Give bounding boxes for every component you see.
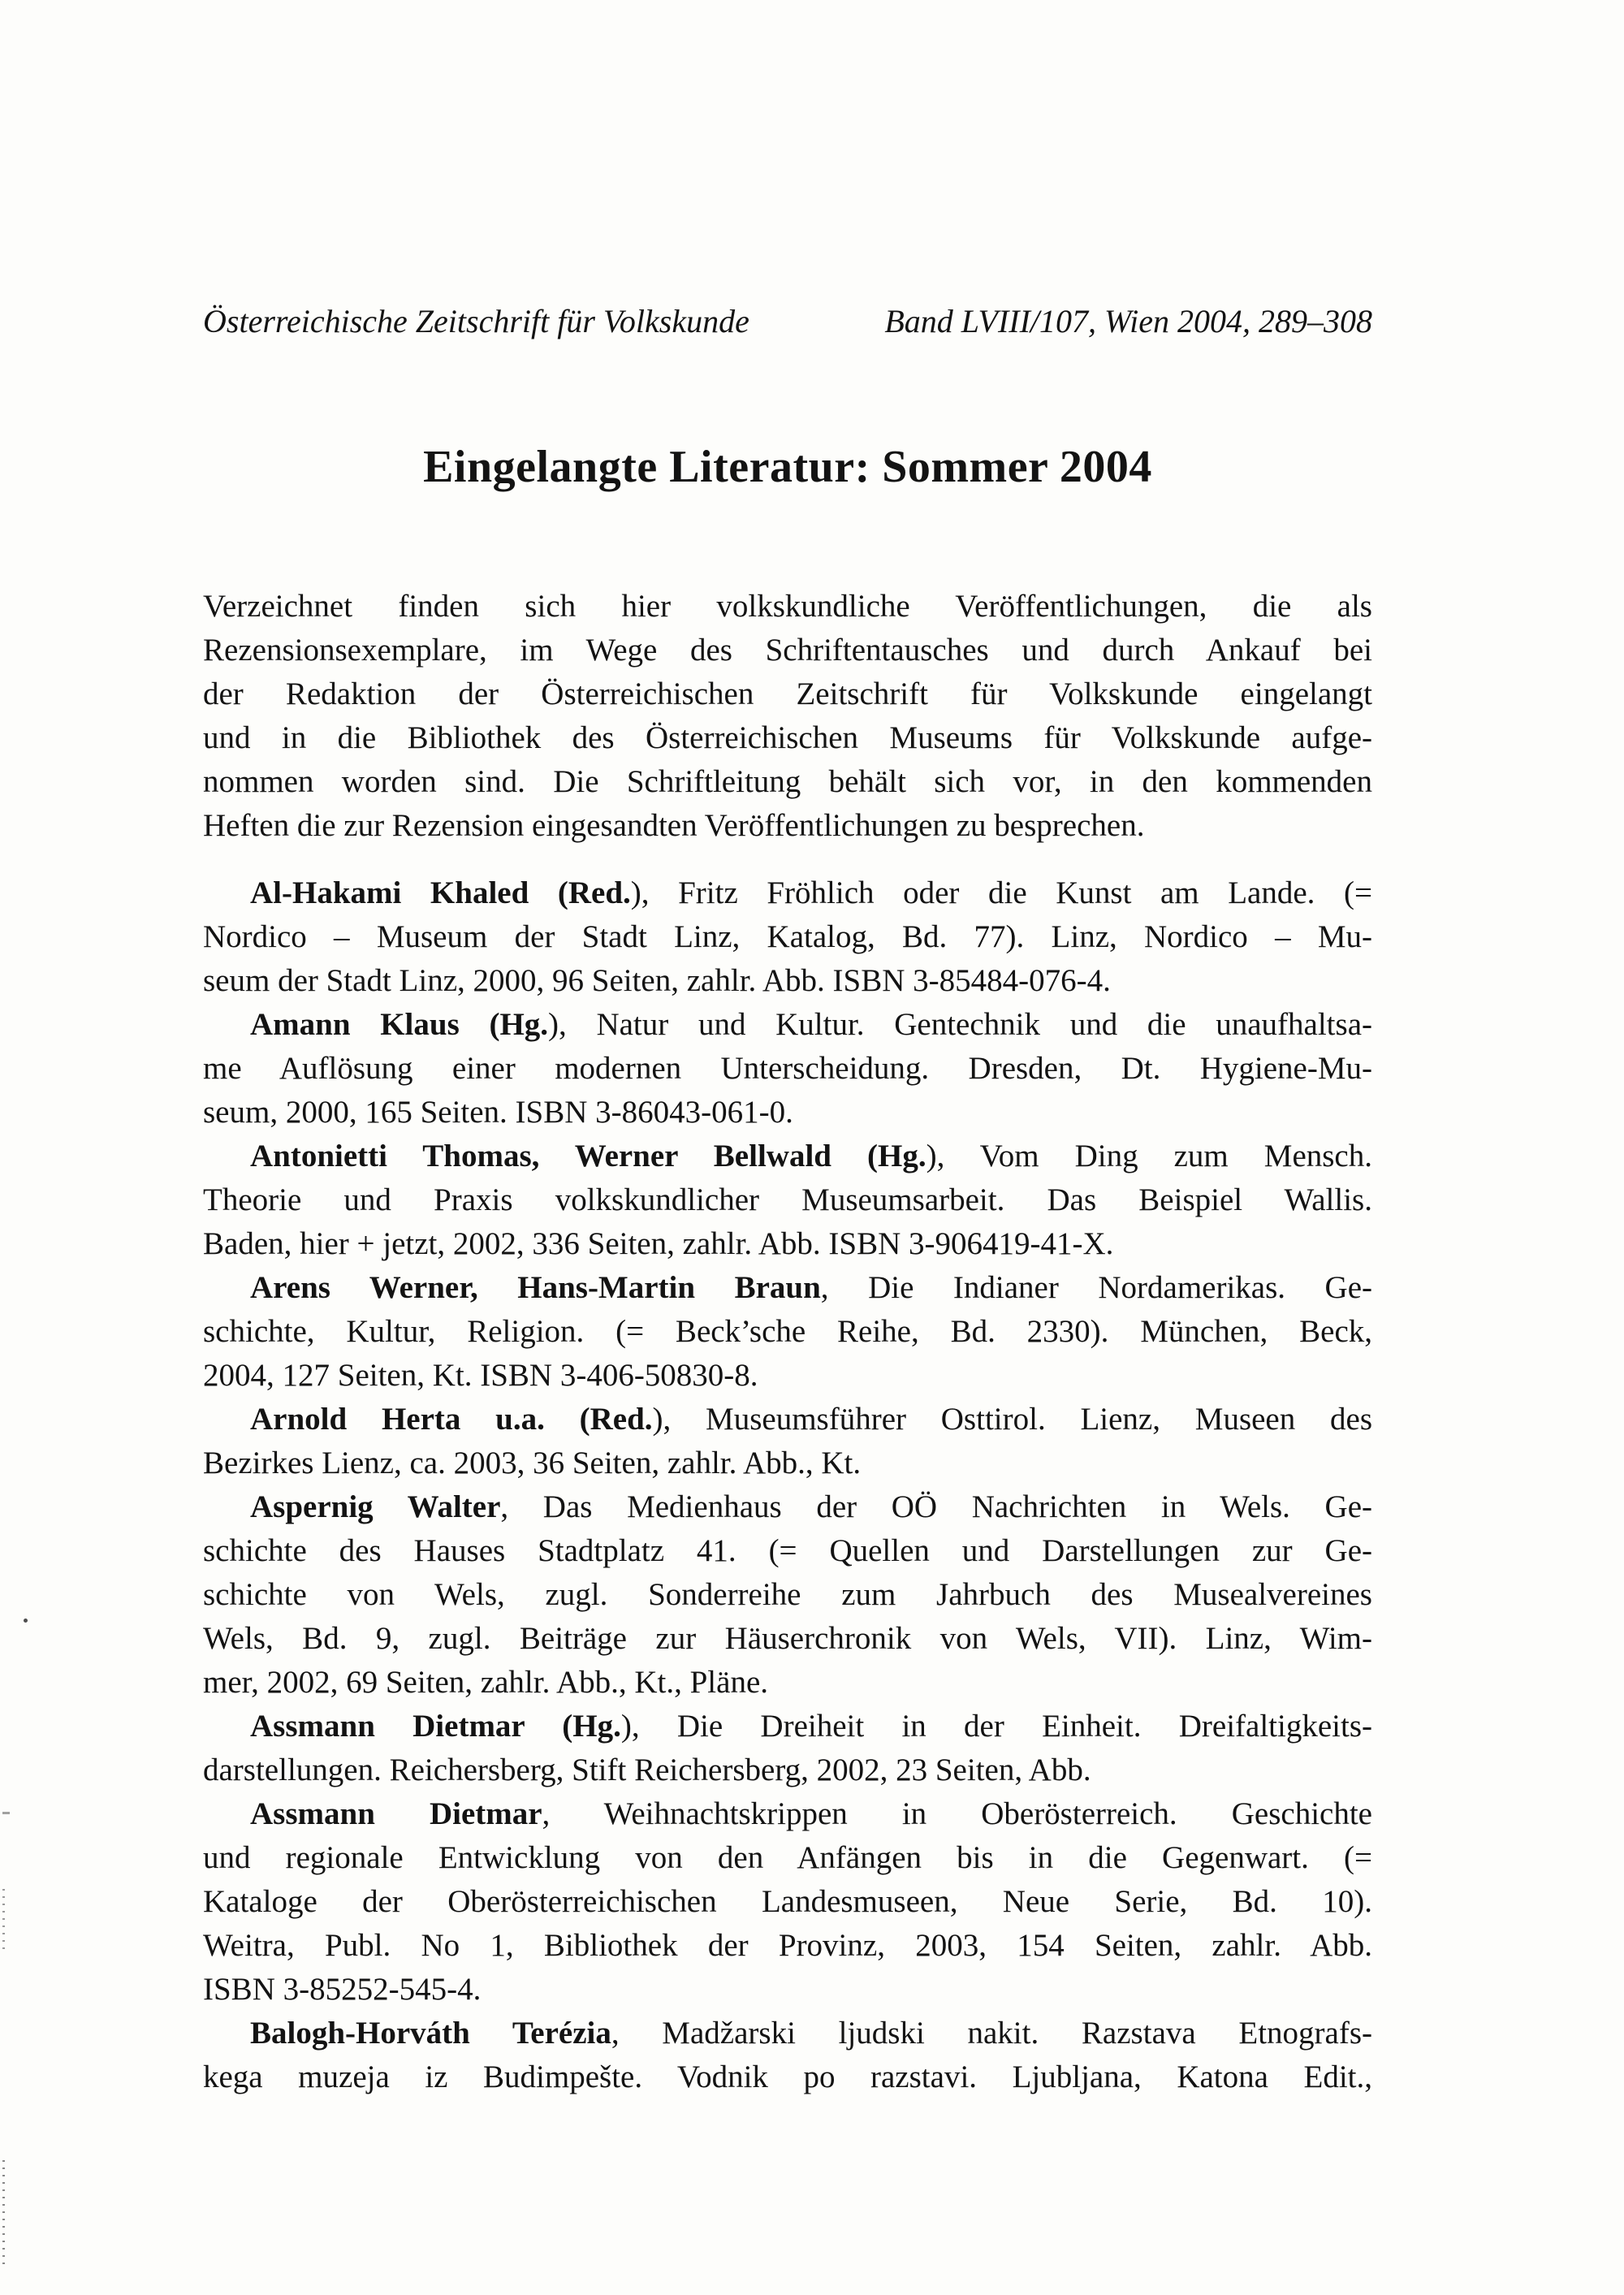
entry-text: Wels, Bd. 9, zugl. Beiträge zur Häuserchronik von Wels, VII). Linz, Wim- bbox=[203, 1621, 1372, 1656]
entry-text: kega muzeja iz Budimpešte. Vodnik po razstavi. Ljubljana, Katona Edit., bbox=[203, 2059, 1372, 2094]
volume-info: Band LVIII/107, Wien 2004, 289–308 bbox=[884, 303, 1372, 339]
entry-text: , Die Indianer Nordamerikas. Ge- bbox=[820, 1270, 1373, 1305]
text-line bbox=[203, 672, 1372, 716]
literature-list bbox=[203, 585, 1372, 2099]
text-line bbox=[203, 1222, 1372, 1266]
text-line bbox=[203, 1441, 1372, 1485]
text-line bbox=[203, 716, 1372, 760]
entry-author-lead: Aspernig Walter bbox=[250, 1489, 501, 1524]
text-line bbox=[203, 760, 1372, 804]
entry-text: seum der Stadt Linz, 2000, 96 Seiten, zahlr. Abb. ISBN 3-85484-076-4. bbox=[203, 963, 1111, 998]
text-line bbox=[203, 1705, 1372, 1748]
text-line bbox=[203, 1091, 1372, 1135]
text-line bbox=[203, 1748, 1372, 1792]
entry-text: Theorie und Praxis volkskundlicher Museumsarbeit. Das Beispiel Wallis. bbox=[203, 1182, 1372, 1217]
paragraph-entry-assmann bbox=[203, 1792, 1372, 2012]
text-line bbox=[203, 1573, 1372, 1617]
entry-text: Weitra, Publ. No 1, Bibliothek der Provinz, 2003, 154 Seiten, zahlr. Abb. bbox=[203, 1928, 1372, 1963]
entry-text: nommen worden sind. Die Schriftleitung behält sich vor, in den kommenden bbox=[203, 764, 1372, 799]
entry-text: schichte, Kultur, Religion. (= Beck’sche Reihe, Bd. 2330). München, Beck, bbox=[203, 1314, 1372, 1349]
entry-author-lead: Amann Klaus (Hg. bbox=[250, 1007, 549, 1042]
entry-text: me Auflösung einer modernen Unterscheidung. Dresden, Dt. Hygiene-Mu- bbox=[203, 1051, 1372, 1086]
entry-text: Bezirkes Lienz, ca. 2003, 36 Seiten, zahlr. Abb., Kt. bbox=[203, 1446, 862, 1480]
entry-text: , Das Medienhaus der OÖ Nachrichten in Wels. Ge- bbox=[500, 1489, 1372, 1524]
text-line bbox=[203, 1529, 1372, 1573]
text-line bbox=[203, 1485, 1372, 1529]
entry-text: Rezensionsexemplare, im Wege des Schriftentausches und durch Ankauf bei bbox=[203, 633, 1372, 668]
entry-text: ), Museumsführer Osttirol. Lienz, Museen des bbox=[652, 1402, 1372, 1437]
running-head bbox=[203, 302, 1372, 341]
entry-author-lead: Assmann Dietmar (Hg. bbox=[250, 1709, 621, 1744]
scan-speck-dash bbox=[2, 1812, 10, 1814]
text-line bbox=[203, 1880, 1372, 1924]
entry-text: Baden, hier + jetzt, 2002, 336 Seiten, zahlr. Abb. ISBN 3-906419-41-X. bbox=[203, 1226, 1114, 1261]
text-line bbox=[203, 1398, 1372, 1441]
text-line bbox=[203, 585, 1372, 629]
scan-speck-dot bbox=[24, 1619, 28, 1623]
entry-text: ), Die Dreiheit in der Einheit. Dreifaltigkeits- bbox=[620, 1709, 1372, 1744]
entry-text: und in die Bibliothek des Österreichischen Museums für Volkskunde aufge- bbox=[203, 720, 1372, 755]
entry-text: ), Fritz Fröhlich oder die Kunst am Lande. (= bbox=[630, 875, 1372, 910]
entry-text: Kataloge der Oberösterreichischen Landesmuseen, Neue Serie, Bd. 10). bbox=[203, 1884, 1372, 1919]
entry-text: mer, 2002, 69 Seiten, zahlr. Abb., Kt., Pläne. bbox=[203, 1665, 769, 1700]
entry-text: der Redaktion der Österreichischen Zeitschrift für Volkskunde eingelangt bbox=[203, 676, 1372, 711]
text-line bbox=[203, 1968, 1372, 2012]
entry-text: schichte von Wels, zugl. Sonderreihe zum Jahrbuch des Musealvereines bbox=[203, 1577, 1372, 1612]
entry-author-lead: Arens Werner, Hans-Martin Braun bbox=[250, 1270, 821, 1305]
scan-speck-column-lower bbox=[2, 2160, 5, 2267]
entry-text: ), Vom Ding zum Mensch. bbox=[926, 1139, 1372, 1173]
text-line bbox=[203, 1178, 1372, 1222]
text-line bbox=[203, 1003, 1372, 1047]
entry-text: darstellungen. Reichersberg, Stift Reichersberg, 2002, 23 Seiten, Abb. bbox=[203, 1753, 1091, 1787]
paragraph-entry-arnold bbox=[203, 1398, 1372, 1485]
text-line bbox=[203, 1836, 1372, 1880]
paragraph-entry-balogh-horvath bbox=[203, 2012, 1372, 2099]
entry-text: schichte des Hauses Stadtplatz 41. (= Quellen und Darstellungen zur Ge- bbox=[203, 1533, 1372, 1568]
journal-title: Österreichische Zeitschrift für Volkskunde bbox=[203, 303, 749, 339]
text-line bbox=[203, 1354, 1372, 1398]
text-line bbox=[203, 959, 1372, 1003]
text-line bbox=[203, 1135, 1372, 1178]
paragraph-entry-antonietti bbox=[203, 1135, 1372, 1266]
entry-text: seum, 2000, 165 Seiten. ISBN 3-86043-061-0. bbox=[203, 1095, 793, 1130]
text-line bbox=[203, 2012, 1372, 2055]
text-line bbox=[203, 2055, 1372, 2099]
entry-text: Heften die zur Rezension eingesandten Veröffentlichungen zu besprechen. bbox=[203, 808, 1145, 843]
text-line bbox=[203, 915, 1372, 959]
entry-text: und regionale Entwicklung von den Anfängen bis in die Gegenwart. (= bbox=[203, 1840, 1372, 1875]
paragraph-entry-amann bbox=[203, 1003, 1372, 1135]
scan-speck-column-upper bbox=[2, 1889, 5, 1954]
paragraph-entry-assmann-hg bbox=[203, 1705, 1372, 1792]
paragraph-entry-arens bbox=[203, 1266, 1372, 1398]
text-line bbox=[203, 1047, 1372, 1091]
entry-author-lead: Antonietti Thomas, Werner Bellwald (Hg. bbox=[250, 1139, 926, 1173]
text-line bbox=[203, 1310, 1372, 1354]
text-line bbox=[203, 1792, 1372, 1836]
text-line bbox=[203, 1924, 1372, 1968]
entry-author-lead: Assmann Dietmar bbox=[250, 1796, 542, 1831]
text-line bbox=[203, 1617, 1372, 1661]
entry-author-lead: Balogh-Horváth Terézia bbox=[250, 2016, 611, 2051]
entry-text: , Madžarski ljudski nakit. Razstava Etnografs- bbox=[611, 2016, 1372, 2051]
page-title: Eingelangte Literatur: Sommer 2004 bbox=[423, 442, 1152, 492]
paragraph-entry-al-hakami bbox=[203, 871, 1372, 1003]
entry-author-lead: Arnold Herta u.a. (Red. bbox=[250, 1402, 653, 1437]
entry-text: , Weihnachtskrippen in Oberösterreich. Geschichte bbox=[542, 1796, 1372, 1831]
text-line bbox=[203, 804, 1372, 848]
text-line bbox=[203, 1266, 1372, 1310]
entry-text: ISBN 3-85252-545-4. bbox=[203, 1972, 482, 2007]
entry-author-lead: Al-Hakami Khaled (Red. bbox=[250, 875, 631, 910]
entry-text: 2004, 127 Seiten, Kt. ISBN 3-406-50830-8. bbox=[203, 1358, 758, 1393]
text-line bbox=[203, 1661, 1372, 1705]
entry-text: Nordico – Museum der Stadt Linz, Katalog, Bd. 77). Linz, Nordico – Mu- bbox=[203, 919, 1372, 954]
paragraph-intro bbox=[203, 585, 1372, 848]
entry-text: Verzeichnet finden sich hier volkskundliche Veröffentlichungen, die als bbox=[203, 589, 1372, 624]
paragraph-entry-aspernig bbox=[203, 1485, 1372, 1705]
text-line bbox=[203, 871, 1372, 915]
entry-text: ), Natur und Kultur. Gentechnik und die unaufhaltsa- bbox=[548, 1007, 1372, 1042]
text-line bbox=[203, 629, 1372, 672]
